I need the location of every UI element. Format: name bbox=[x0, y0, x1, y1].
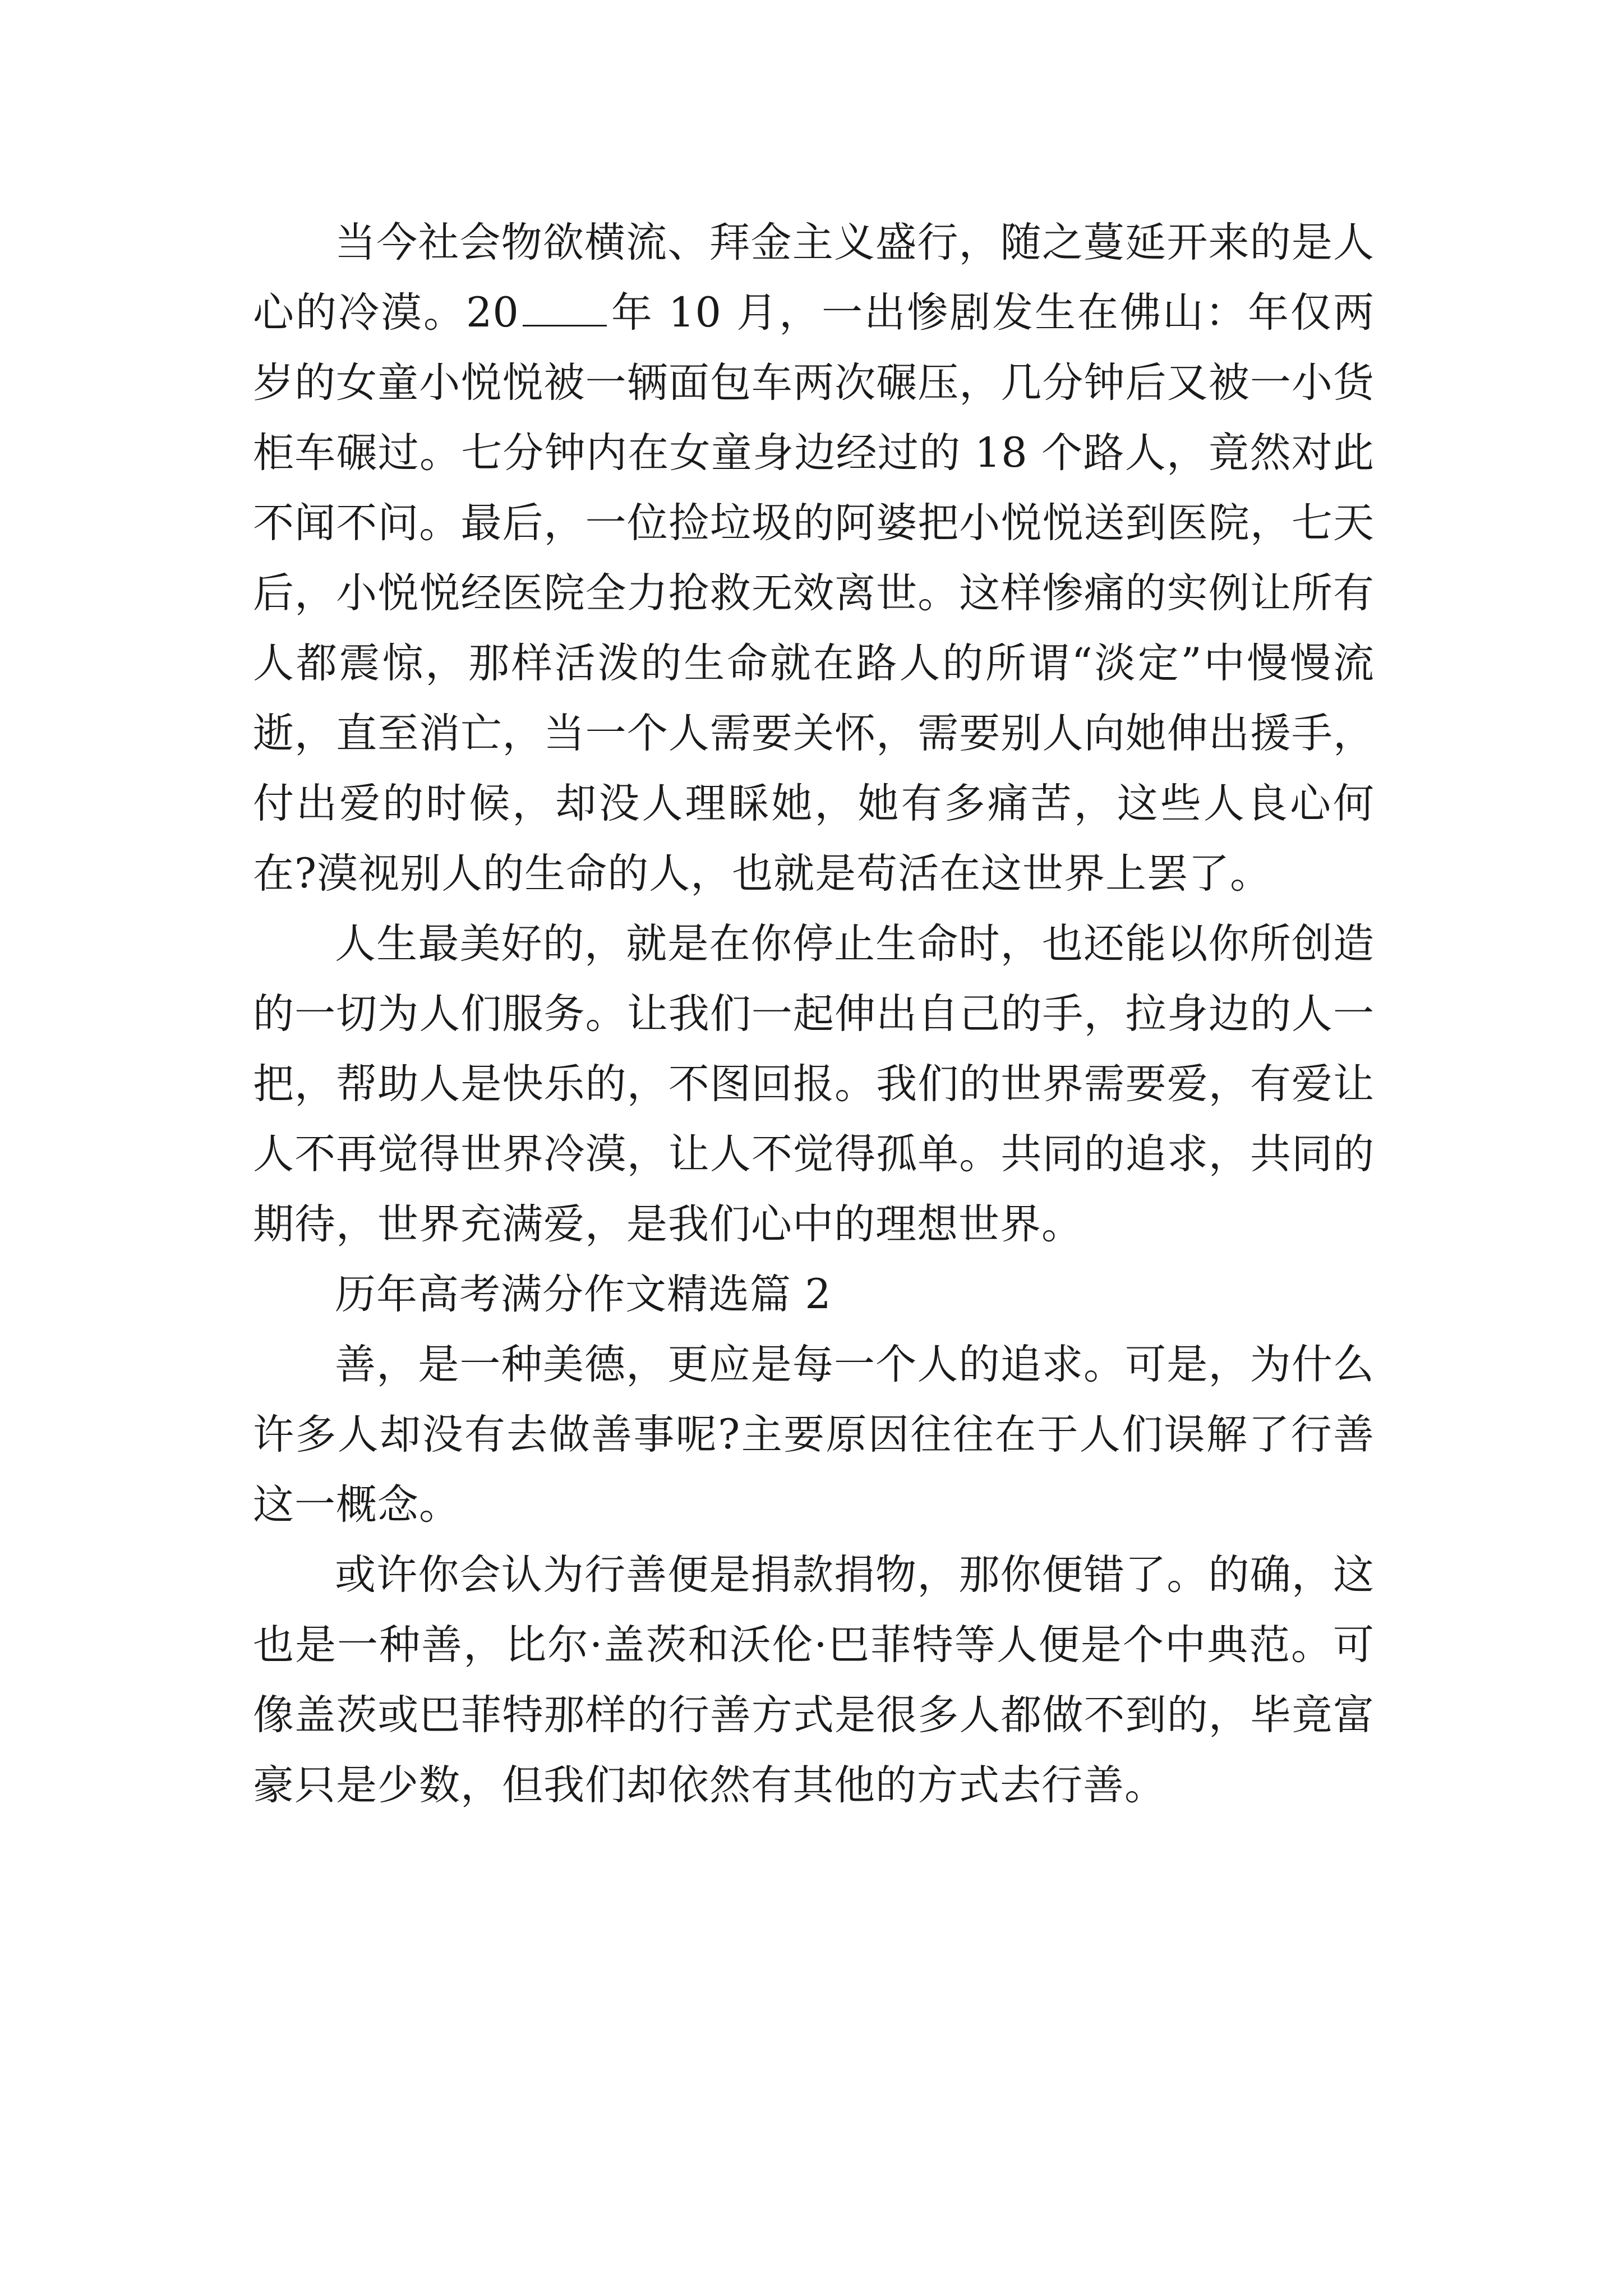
paragraph-1-text-start: 当今社会物欲横流、拜金主义盛行，随之蔓延开来的是人心的冷漠。20 bbox=[253, 219, 1375, 337]
paragraph-1-text-end: 年 10 月，一出惨剧发生在佛山：年仅两岁的女童小悦悦被一辆面包车两次碾压，几分钟后又被一小货柜车碾过。七分钟内在女童身边经过的 18 个路人，竟然对此不闻不问。最后，一位捡垃圾的阿婆把小悦悦送到医院，七天后，小悦悦经医院全力抢救无效离世。这样惨痛的实例让所有人都震惊，那样活泼的生命就在路人的所谓“淡定”中慢慢流逝，直至消亡，当一个人需要关怀，需要别人向她伸出援手，付出爱的时候，却没人理睬她，她有多痛苦，这些人良心何在?漠视别人的生命的人，也就是苟活在这世界上罢了。 bbox=[253, 289, 1375, 898]
paragraph-2: 人生最美好的，就是在你停止生命时，也还能以你所创造的一切为人们服务。让我们一起伸出自己的手，拉身边的人一把，帮助人是快乐的，不图回报。我们的世界需要爱，有爱让人不再觉得世界冷漠，让人不觉得孤单。共同的追求，共同的期待，世界充满爱，是我们心中的理想世界。 bbox=[253, 920, 1375, 1248]
section-heading: 历年高考满分作文精选篇 2 bbox=[335, 1271, 832, 1318]
paragraph-4: 或许你会认为行善便是捐款捐物，那你便错了。的确，这也是一种善，比尔·盖茨和沃伦·巴菲特等人便是个中典范。可像盖茨或巴菲特那样的行善方式是很多人都做不到的，毕竟富豪只是少数，但我们却依然有其他的方式去行善。 bbox=[253, 1551, 1375, 1809]
paragraph-1 bbox=[253, 208, 1375, 909]
paragraph-3: 善，是一种美德，更应是每一个人的追求。可是，为什么许多人却没有去做善事呢?主要原因往往在于人们误解了行善这一概念。 bbox=[253, 1341, 1375, 1529]
document-body bbox=[253, 208, 1375, 1820]
fill-in-blank-line bbox=[523, 291, 607, 326]
